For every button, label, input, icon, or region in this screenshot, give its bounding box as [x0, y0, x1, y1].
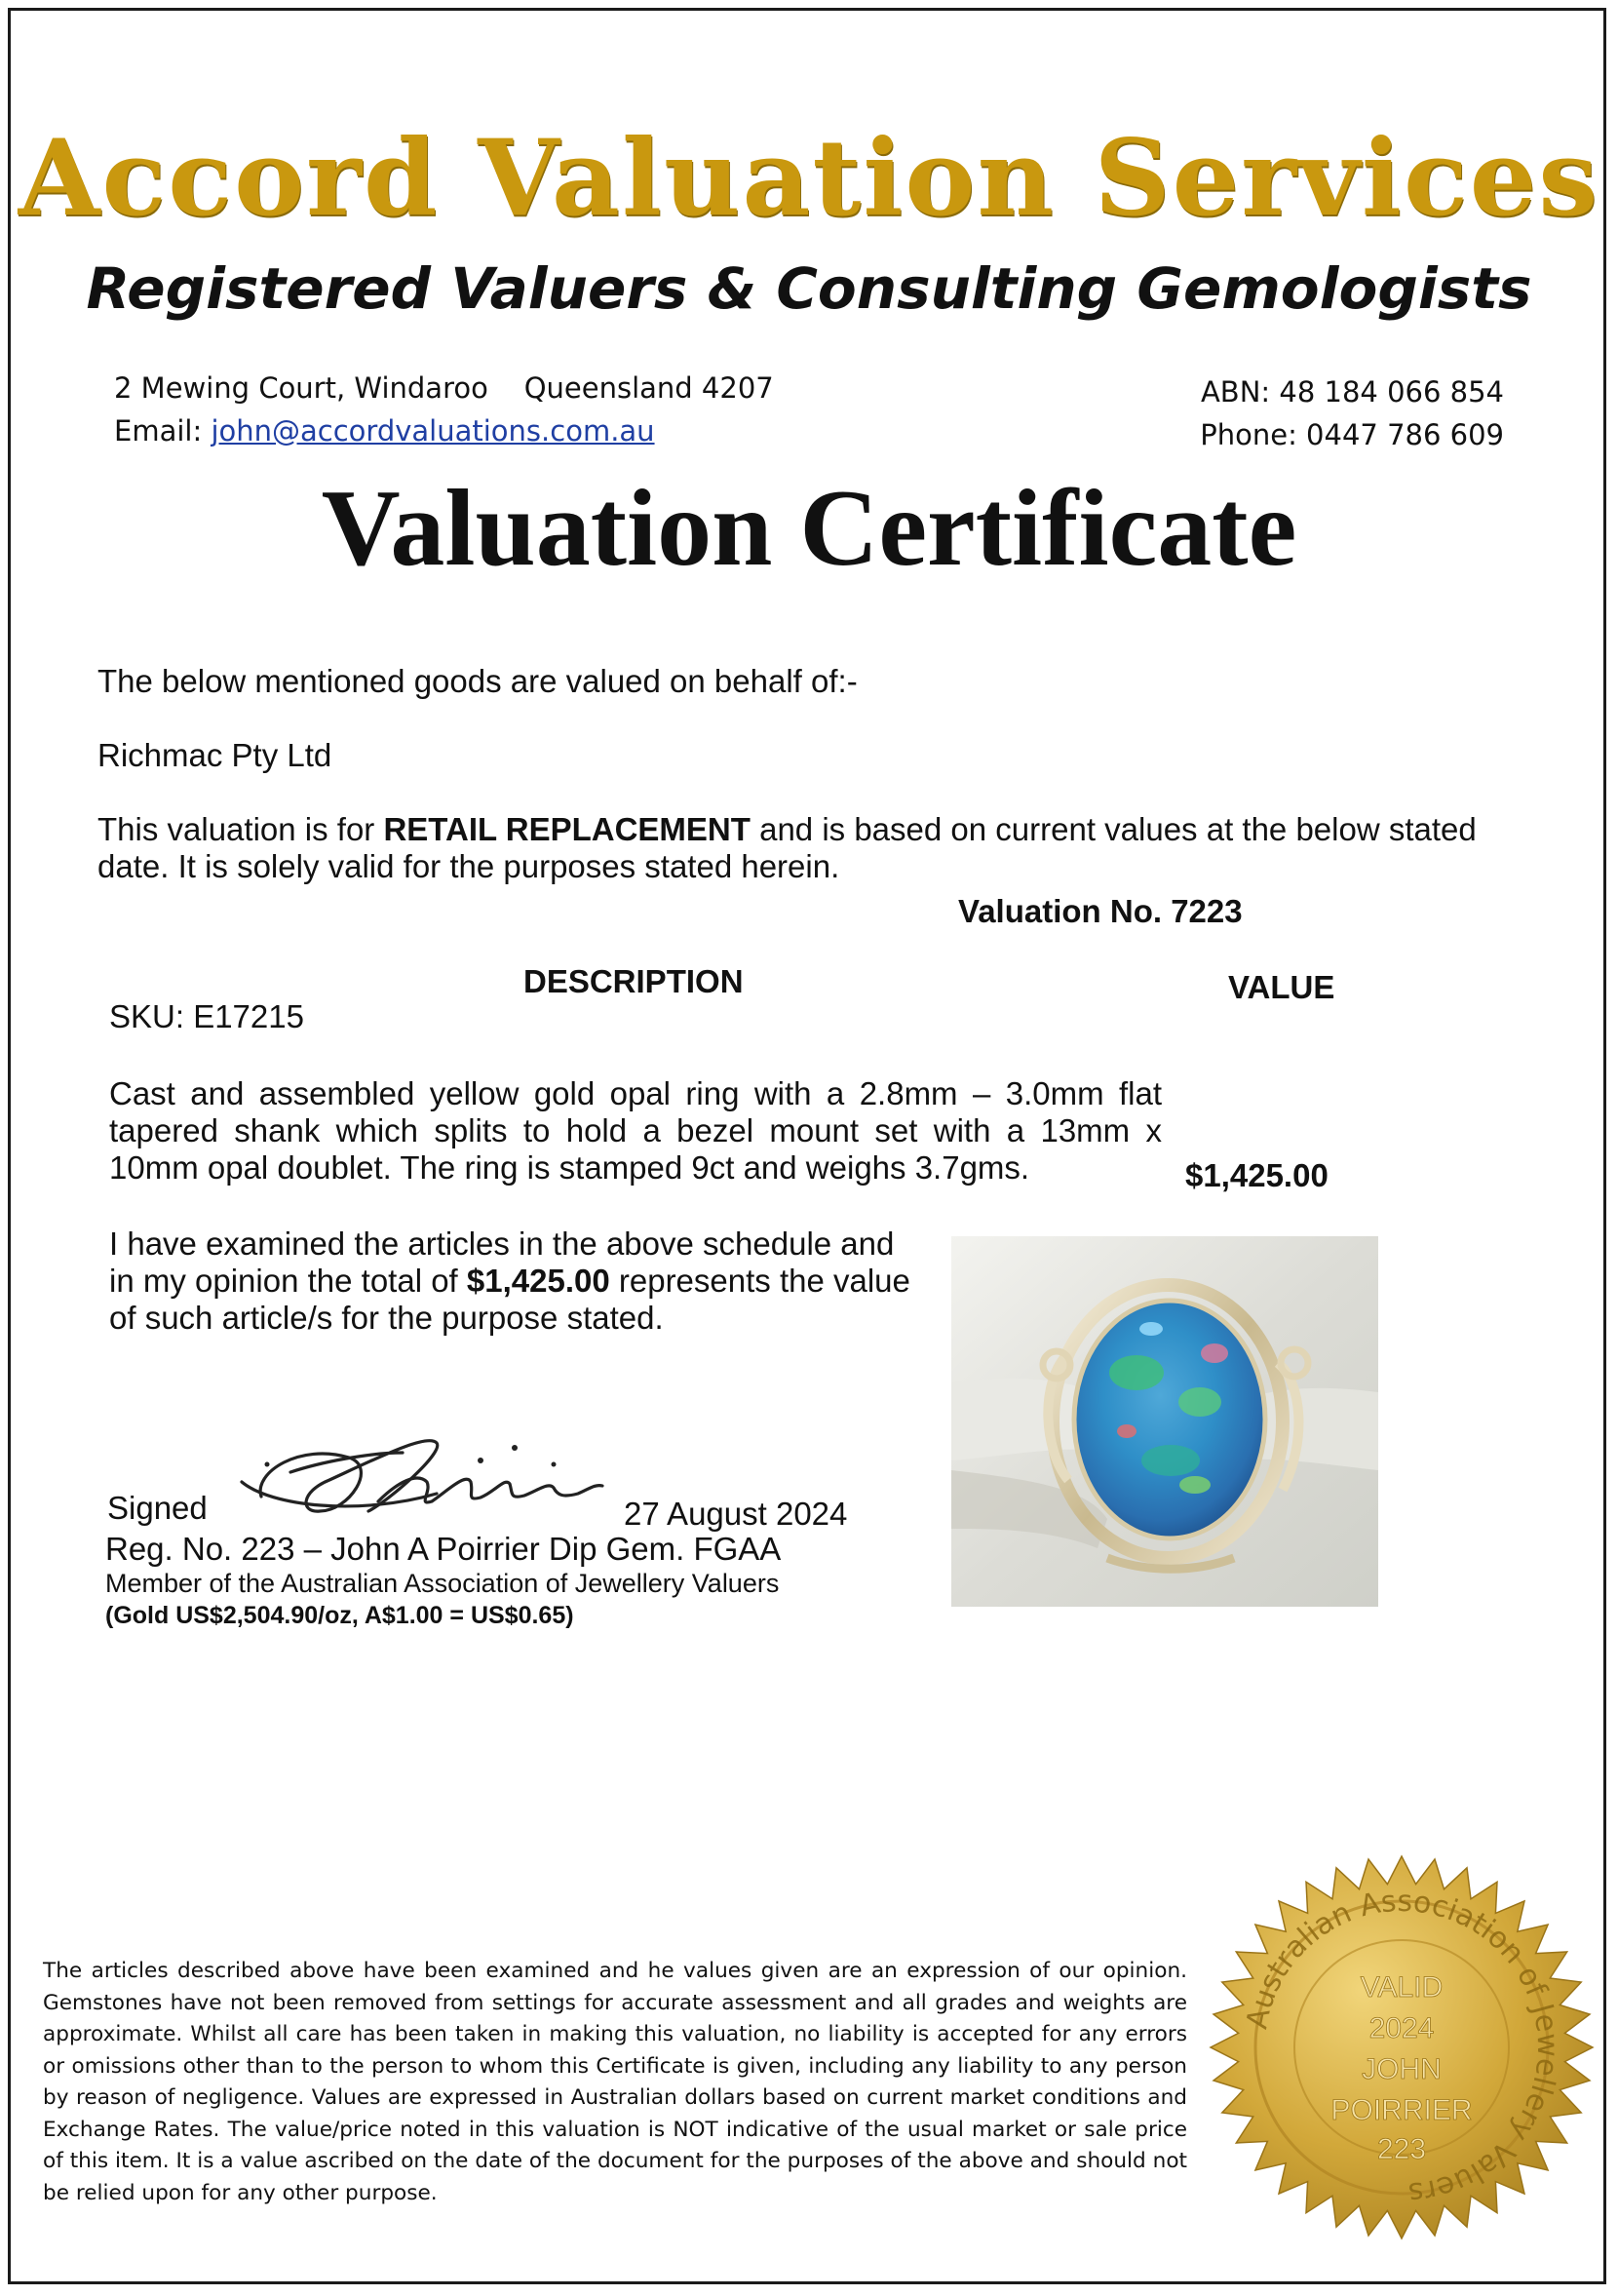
- opinion-post: represents the value of such article/s for the purpose stated.: [109, 1263, 910, 1336]
- purpose-pre: This valuation is for: [97, 811, 384, 847]
- sku-label: SKU: E17215: [109, 998, 304, 1034]
- street-address: 2 Mewing Court, Windaroo Queensland 4207: [114, 371, 774, 405]
- phone-number: Phone: 0447 786 609: [1200, 418, 1504, 451]
- valuer-registration: Reg. No. 223 – John A Poirrier Dip Gem. FGAA: [105, 1531, 782, 1567]
- purpose-post: and is based on current values at the below stated date. It is solely valid for the purposes stated herein.: [97, 811, 1477, 884]
- description-header: DESCRIPTION: [523, 963, 744, 999]
- valuation-number: Valuation No. 7223: [958, 893, 1243, 929]
- abn-number: ABN: 48 184 066 854: [1200, 375, 1504, 409]
- client-name: Richmac Pty Ltd: [97, 737, 332, 773]
- aajv-gold-seal: [1207, 1852, 1597, 2242]
- signature-image: [232, 1404, 612, 1531]
- opinion-amount: $1,425.00: [466, 1263, 610, 1299]
- seal-first-name: JOHN: [1362, 2053, 1442, 2085]
- company-name: Accord Valuation Services: [18, 117, 1600, 240]
- value-header: VALUE: [1228, 969, 1335, 1005]
- email-label: Email:: [114, 414, 203, 448]
- purpose-emphasis: RETAIL REPLACEMENT: [383, 811, 751, 847]
- certificate-title: Valuation Certificate: [321, 468, 1297, 589]
- address-block: [114, 367, 774, 452]
- purpose-text: [97, 811, 1530, 885]
- intro-text: The below mentioned goods are valued on behalf of:-: [97, 663, 858, 699]
- seal-last-name: POIRRIER: [1330, 2094, 1473, 2126]
- signature-date: 27 August 2024: [624, 1496, 848, 1532]
- seal-year: 2024: [1368, 2012, 1435, 2044]
- association-membership: Member of the Australian Association of Jewellery Valuers: [105, 1569, 780, 1598]
- opal-ring-photo: [951, 1236, 1378, 1607]
- seal-number: 223: [1376, 2133, 1427, 2165]
- signed-label: Signed: [107, 1490, 208, 1526]
- email-link[interactable]: john@accordvaluations.com.au: [211, 414, 655, 448]
- opinion-pre: I have examined the articles in the above schedule and in my opinion the total of: [109, 1226, 895, 1299]
- opinion-text: [109, 1226, 928, 1337]
- seal-valid: VALID: [1360, 1971, 1444, 2004]
- contact-block: [1200, 370, 1504, 456]
- seal-ring-text: Australian Association of Jewellery Valuers: [1240, 1884, 1565, 2210]
- email-line: [114, 409, 774, 452]
- item-description: Cast and assembled yellow gold opal ring with a 2.8mm – 3.0mm flat tapered shank which splits to hold a bezel mount set with a 13mm x 10mm opal doublet. The ring is stamped 9ct and weighs 3.7gms.: [109, 1075, 1162, 1186]
- gold-exchange-rate: (Gold US$2,504.90/oz, A$1.00 = US$0.65): [105, 1602, 574, 1629]
- item-value: $1,425.00: [1185, 1157, 1329, 1193]
- company-tagline: Registered Valuers & Consulting Gemologists: [86, 255, 1532, 322]
- legal-disclaimer: The articles described above have been examined and he values given are an expression of our opinion. Gemstones have not been removed from settings for accurate assessment and all grades and weights are approximate. Whilst all care has been taken in making this valuation, no liability is accepted for any errors or omissions other than to the person to whom this Certificate is given, including any liability to any person by reason of negligence. Values are expressed in Australian dollars based on current market conditions and Exchange Rates. The value/price noted in this valuation is NOT indicative of the usual market or sale price of this item. It is a value ascribed on the date of the document for the purposes of the above and should not be relied upon for any other purpose.: [43, 1959, 1187, 2205]
